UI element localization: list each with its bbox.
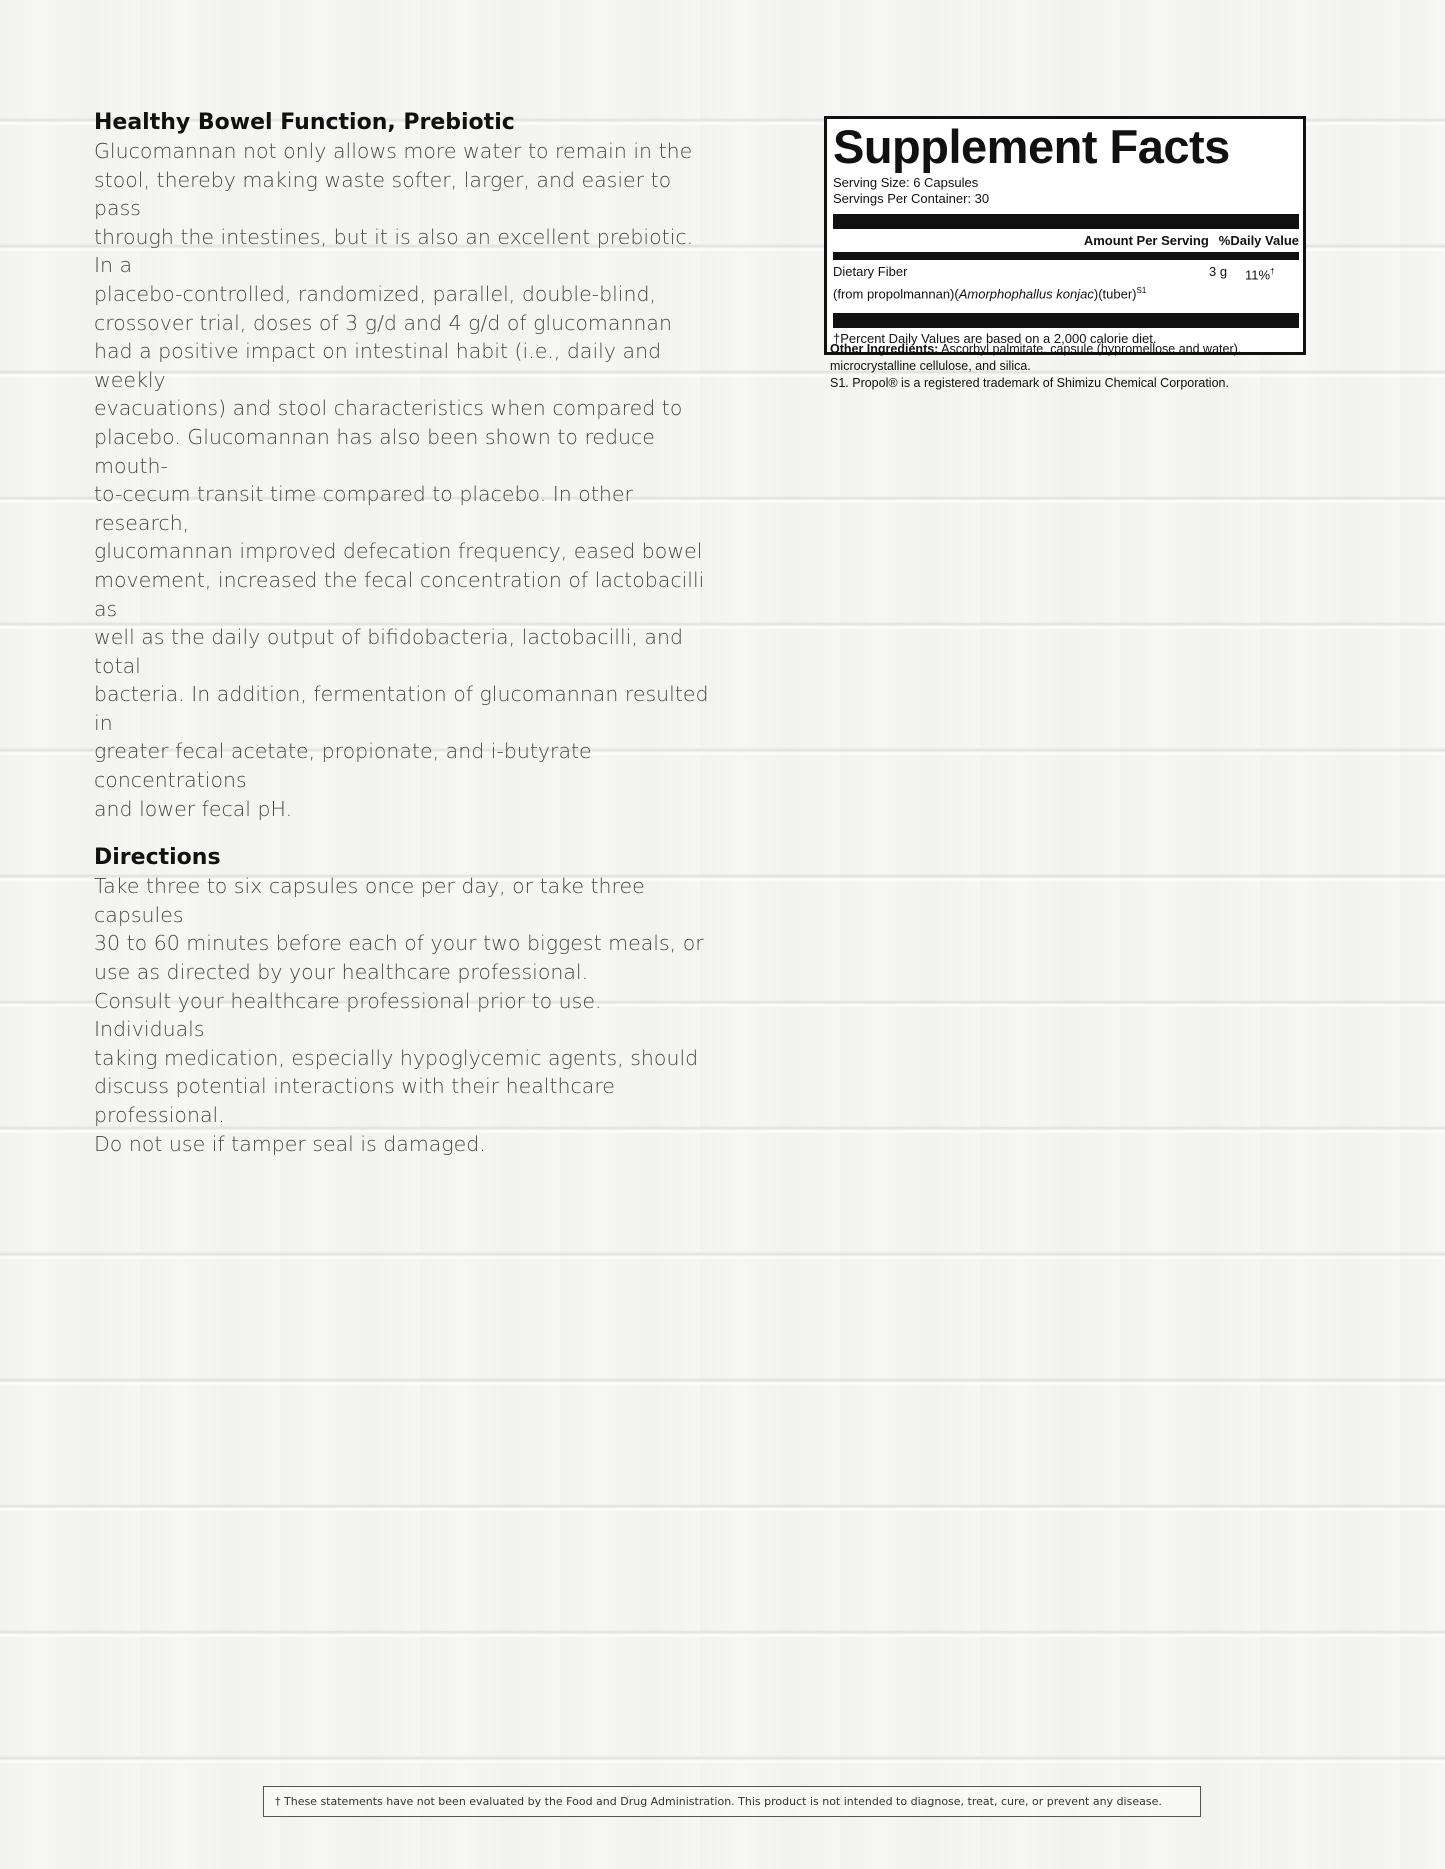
divider-bar <box>833 252 1299 260</box>
section-heading: Healthy Bowel Function, Prebiotic <box>94 110 515 135</box>
supplement-facts-panel <box>824 116 1306 355</box>
section-directions <box>94 845 714 1158</box>
section-body: Take three to six capsules once per day, or take three capsules 30 to 60 minutes before each of your two biggest meals, or use as directed by your healthcare professional. Consult your healthcare professional prior to use. Individuals taking medication, especially hypoglycemic agents, should discuss potential interactions with their healthcare professional. Do not use if tamper seal is damaged. <box>94 874 704 1156</box>
section-bowel-function <box>94 110 714 823</box>
nutrient-name: Dietary Fiber <box>833 264 908 279</box>
nutrient-amount: 3 g <box>1209 264 1228 279</box>
main-text <box>94 110 714 1158</box>
serving-size: Serving Size: 6 Capsules <box>833 175 979 190</box>
fda-disclaimer: † These statements have not been evaluated by the Food and Drug Administration. This product is not intended to diagnose, treat, cure, or prevent any disease. <box>263 1786 1201 1817</box>
servings-per-container: Servings Per Container: 30 <box>833 191 990 206</box>
facts-column-headers <box>833 229 1299 248</box>
other-ingredients <box>830 341 1310 392</box>
other-ingredients-label: Other Ingredients: <box>830 342 939 356</box>
facts-row-dietary-fiber <box>833 264 1299 283</box>
divider-bar <box>833 313 1299 328</box>
supplement-facts-title: Supplement Facts <box>833 120 1230 173</box>
nutrient-source: (from propolmannan)(Amorphophallus konjac)(tuber)$^{S1}$ <box>833 286 1147 302</box>
amount-per-serving-header: Amount Per Serving <box>1083 233 1209 248</box>
trademark-note: S1. Propol® is a registered trademark of Shimizu Chemical Corporation. <box>830 376 1229 390</box>
other-ingredients-text: Ascorbyl palmitate, capsule (hypromellose and water), microcrystalline cellulose, and silica. <box>830 342 1242 373</box>
section-heading: Directions <box>94 845 221 871</box>
daily-value-header: %Daily Value <box>1218 233 1299 248</box>
divider-bar <box>833 214 1299 229</box>
daily-value-footnote: †Percent Daily Values are based on a 2,000 calorie diet. <box>833 330 1157 346</box>
section-body: Glucomannan not only allows more water to remain in the stool, thereby making waste softer, larger, and easier to pass through the intestines, but it is also an excellent prebiotic. In a placebo-controlled, randomized, parallel, double-blind, crossover trial, doses of 3 g/d and 4 g/d of glucomannan had a positive impact on intestinal habit (i.e., daily and weekly evacuations) and stool characteristics when compared to placebo. Glucomannan has also been shown to reduce mouth- to-cecum transit time compared to placebo. In other research, glucomannan improved defecation frequency, eased bowel movement, increased the fecal concentration of lactobacilli as well as the daily output of bifidobacteria, lactobacilli, and total bacteria. In addition, fermentation of glucomannan resulted in greater fecal acetate, propionate, and i-butyrate concentrations and lower fecal pH. <box>94 139 709 821</box>
nutrient-daily-value: 11%† <box>1245 267 1275 283</box>
